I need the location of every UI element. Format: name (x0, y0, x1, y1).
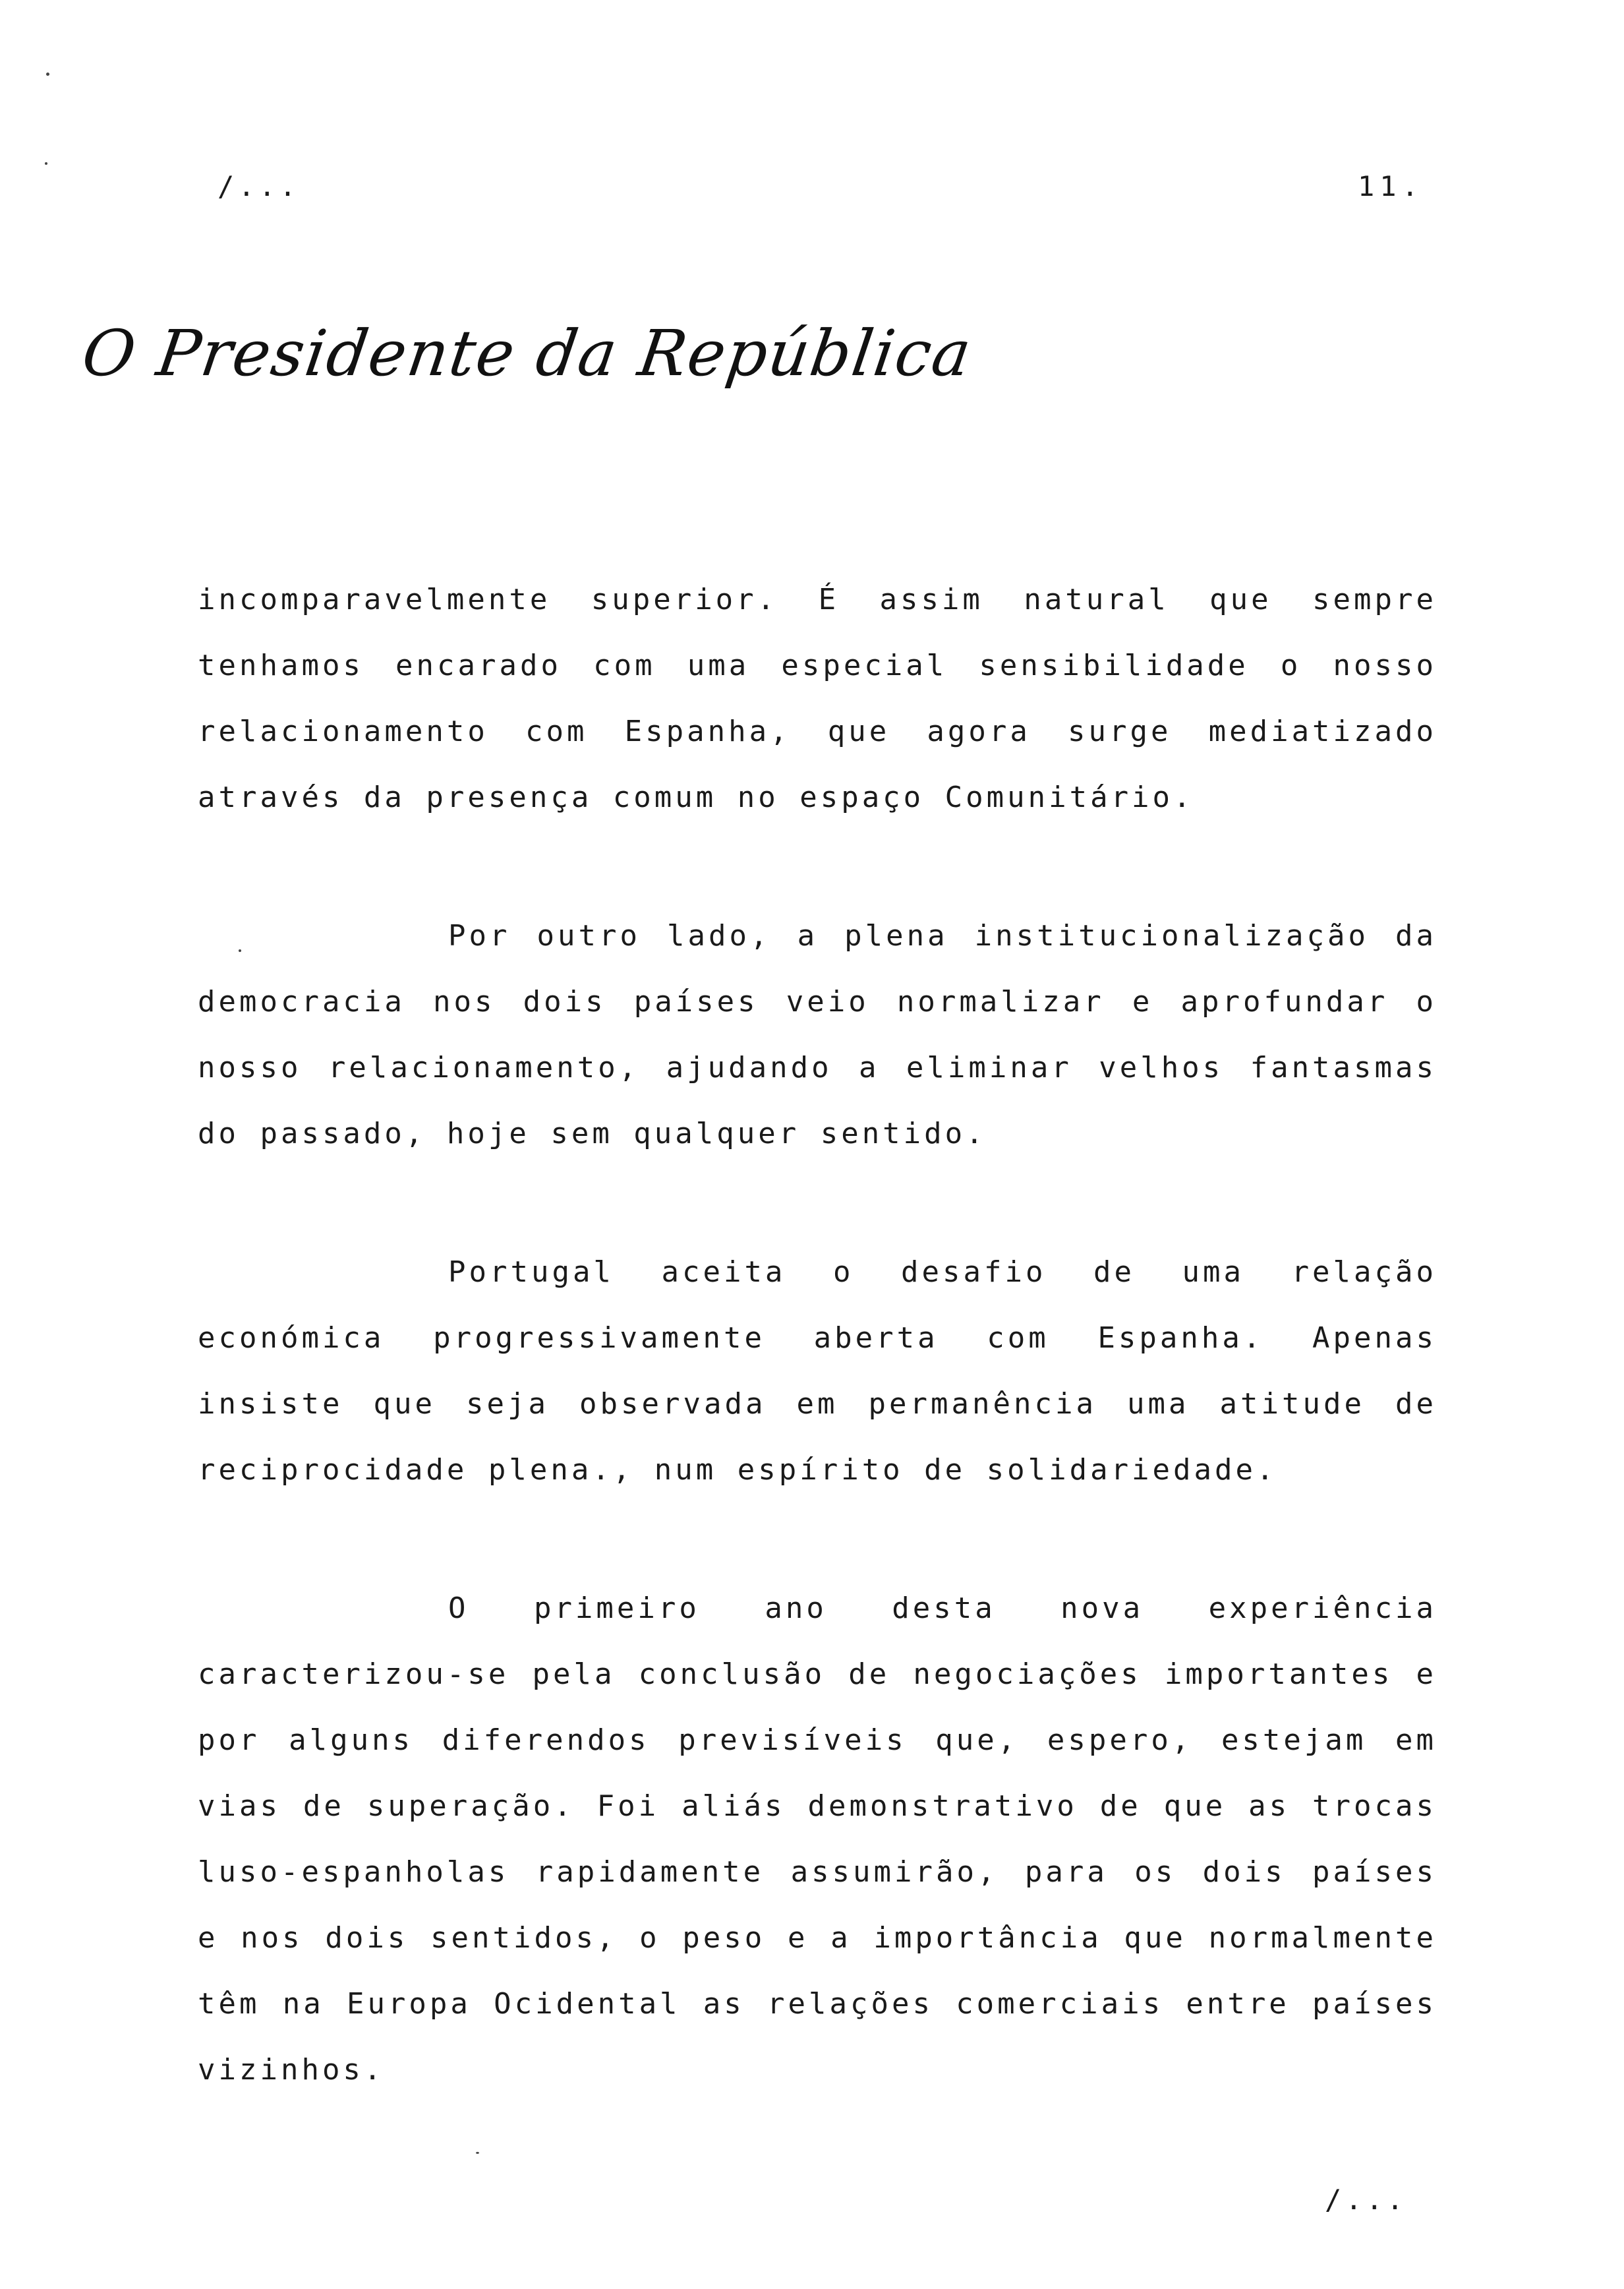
body-text (198, 567, 1437, 2103)
scan-speck (239, 949, 241, 952)
continuation-mark-top: /... (218, 170, 301, 202)
scan-speck (45, 162, 47, 165)
scan-speck (476, 2152, 479, 2154)
scan-speck (46, 73, 49, 76)
page-number: 11. (1358, 170, 1424, 202)
paragraph-1: incomparavelmente superior. É assim natural que sempre tenhamos encarado com uma especial sensibilidade o nosso relacionamento com Espanha, que agora surge mediatizado através da presença comum no espaço Comunitário. (198, 583, 1437, 814)
paragraph-4: O primeiro ano desta nova experiência caracterizou-se pela conclusão de negociações importantes e por alguns diferendos previsíveis que, espero, estejam em vias de superação. Foi aliás demonstrativo de que as trocas luso-espanholas rapidamente assumirão, para os dois países e nos dois sentidos, o peso e a importância que normalmente têm na Europa Ocidental as relações comerciais entre países vizinhos. (198, 1591, 1437, 2087)
continuation-mark-bottom: /... (1325, 2184, 1408, 2216)
letterhead-title: O Presidente da República (78, 316, 977, 390)
paragraph-2: Por outro lado, a plena institucionalização da democracia nos dois países veio normalizar e aprofundar o nosso relacionamento, ajudando a eliminar velhos fantasmas do passado, hoje sem qualquer sentido. (198, 919, 1437, 1150)
paragraph-3: Portugal aceita o desafio de uma relação económica progressivamente aberta com Espanha. Apenas insiste que seja observada em permanência uma atitude de reciprocidade plena., num espírito de solidariedade. (198, 1255, 1437, 1487)
